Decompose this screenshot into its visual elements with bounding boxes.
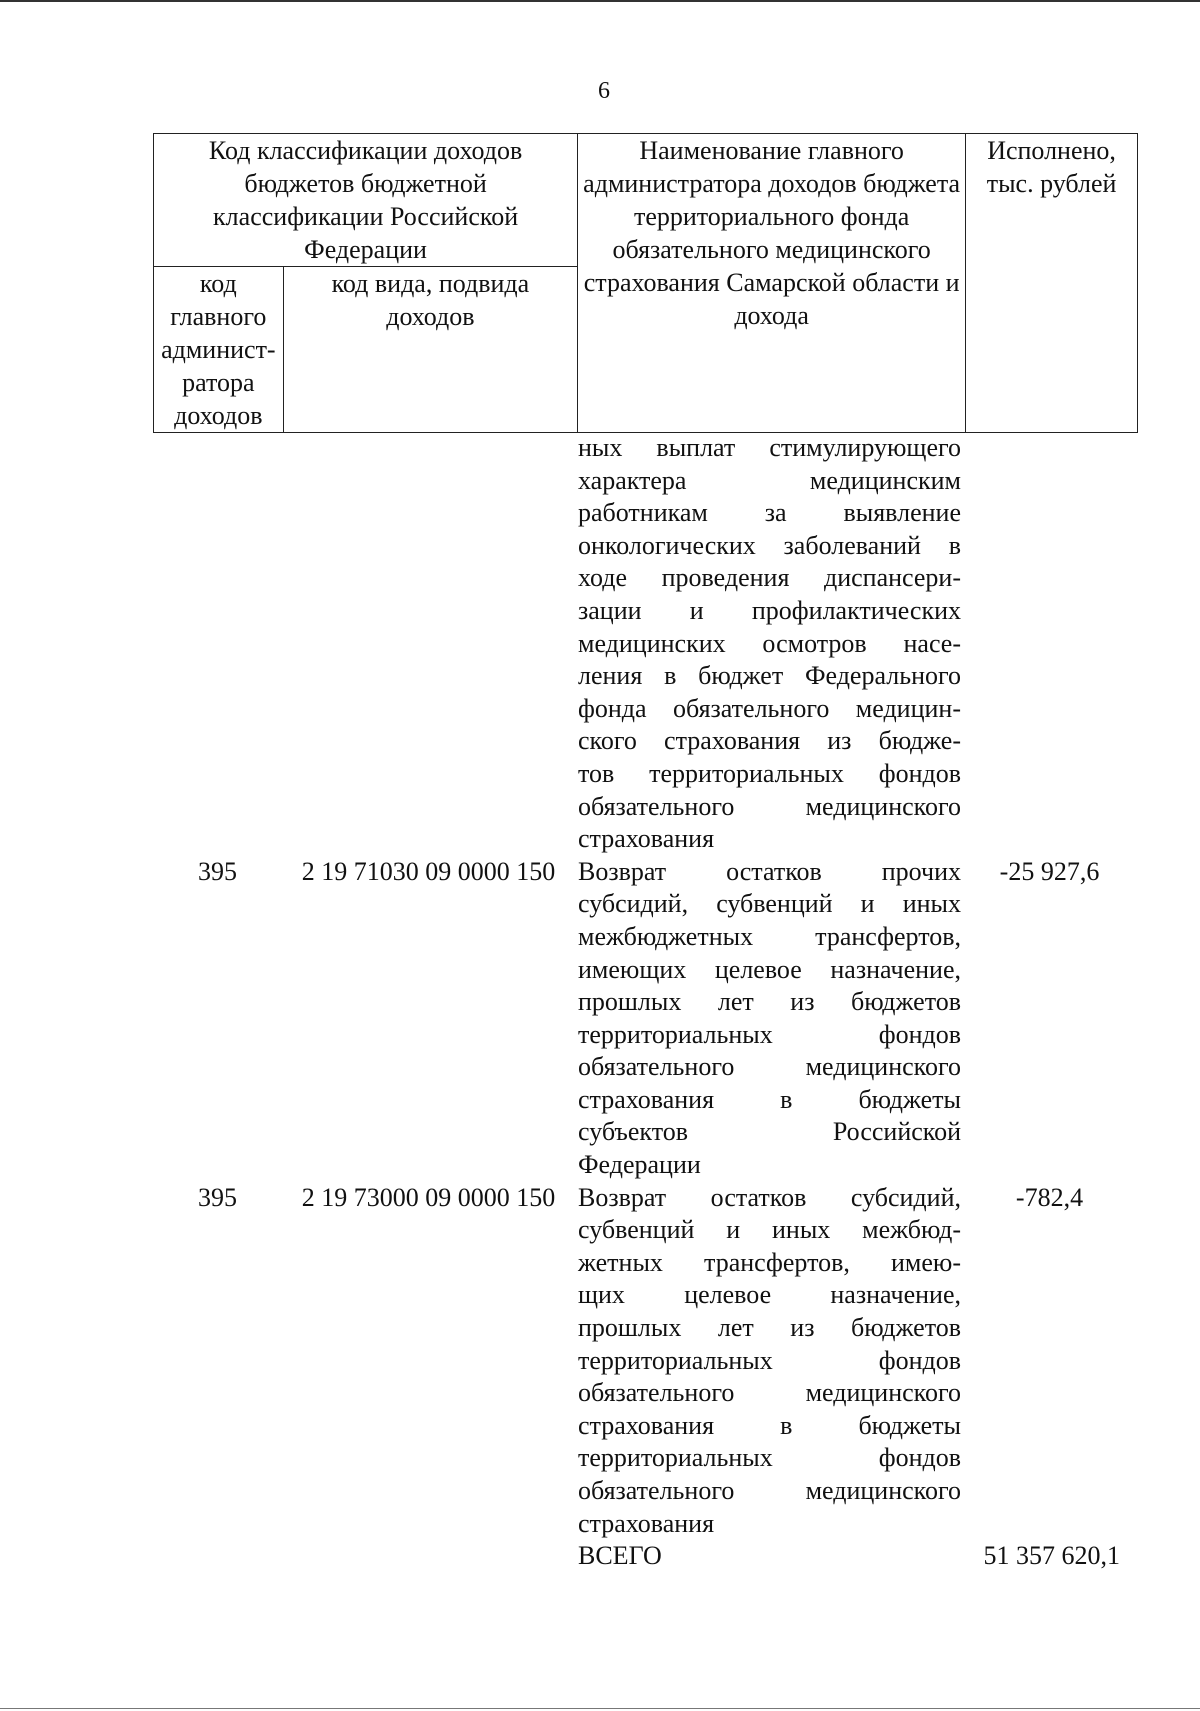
income-name-line: субвенций и иных межбюд- — [578, 1215, 961, 1245]
income-name-line: зации и профилактических — [578, 595, 961, 625]
income-name-line: территориальных фондов — [578, 1019, 961, 1049]
income-name-line: ных выплат стимулирующего — [578, 433, 961, 462]
income-name-line: характера медицинским — [578, 465, 961, 495]
income-name-line: субъектов Российской — [578, 1117, 961, 1147]
scan-top-edge — [0, 0, 1200, 2]
income-name-cell — [575, 856, 961, 1182]
income-name-line: ления в бюджет Федерального — [578, 661, 961, 691]
income-name-line: тов территориальных фондов — [578, 758, 961, 788]
income-name-line: Возврат остатков прочих — [578, 856, 961, 886]
admin-code-cell: 395 — [198, 1182, 237, 1212]
income-name-line: медицинских осмотров насе- — [578, 628, 961, 658]
income-name-line: щих целевое назначение, — [578, 1280, 961, 1310]
table-row — [153, 856, 1138, 1182]
income-name-line: онкологических заболеваний в — [578, 530, 961, 560]
income-name-line: имеющих целевое назначение, — [578, 954, 961, 984]
income-name-line: страхования — [578, 824, 715, 854]
table-header — [153, 133, 1138, 433]
page-number: 6 — [598, 78, 610, 104]
income-name-line: Возврат остатков субсидий, — [578, 1182, 961, 1212]
income-name-line: обязательного медицинского — [578, 1052, 961, 1082]
income-name-line: Федерации — [578, 1150, 701, 1180]
income-name-line: обязательного медицинского — [578, 1378, 961, 1408]
income-name-line: жетных трансфертов, имею- — [578, 1247, 961, 1277]
header-admin-code-column: код главного админист-ратора доходов — [154, 267, 284, 433]
table-row — [153, 1182, 1138, 1541]
table-row — [153, 432, 1138, 856]
header-income-code-column: код вида, подвида доходов — [283, 267, 578, 433]
income-code-cell: 2 19 73000 09 0000 150 — [301, 1182, 556, 1212]
income-name-line: территориальных фондов — [578, 1443, 961, 1473]
value-cell: -782,4 — [1015, 1182, 1084, 1212]
income-name-line: обязательного медицинского — [578, 791, 961, 821]
header-value-column: Исполнено, тыс. рублей — [966, 134, 1138, 433]
income-name-line: прошлых лет из бюджетов — [578, 1313, 961, 1343]
total-row — [153, 1540, 1138, 1573]
income-name-line: прошлых лет из бюджетов — [578, 987, 961, 1017]
value-cell: -25 927,6 — [999, 856, 1100, 886]
income-name-line: страхования в бюджеты — [578, 1410, 961, 1440]
income-name-line: страхования в бюджеты — [578, 1084, 961, 1114]
total-label: ВСЕГО — [578, 1541, 662, 1571]
income-name-line: субсидий, субвенций и иных — [578, 889, 961, 919]
total-value: 51 357 620,1 — [983, 1541, 1120, 1571]
income-name-line: работникам за выявление — [578, 498, 961, 528]
admin-code-cell: 395 — [198, 856, 237, 886]
income-name-line: страхования — [578, 1508, 715, 1538]
income-name-line: обязательного медицинского — [578, 1476, 961, 1505]
table-body — [153, 432, 1138, 1573]
income-name-line: фонда обязательного медицин- — [578, 693, 961, 723]
income-name-line: ского страхования из бюдже- — [578, 726, 961, 756]
scan-bottom-edge — [0, 1708, 1200, 1709]
income-name-cell — [575, 1182, 961, 1541]
income-name-cell — [575, 432, 961, 856]
income-name-line: территориальных фондов — [578, 1345, 961, 1375]
income-name-line: ходе проведения диспансери- — [578, 563, 961, 593]
header-name-column: Наименование главного администратора доходов бюджета территориального фонда обязательного медицинского страхования Самарской области и дохода — [578, 134, 966, 433]
header-classification-group: Код классификации доходов бюджетов бюджетной классификации Российской Федерации — [154, 134, 578, 267]
income-code-cell: 2 19 71030 09 0000 150 — [301, 856, 556, 886]
income-name-line: межбюджетных трансфертов, — [578, 921, 961, 951]
